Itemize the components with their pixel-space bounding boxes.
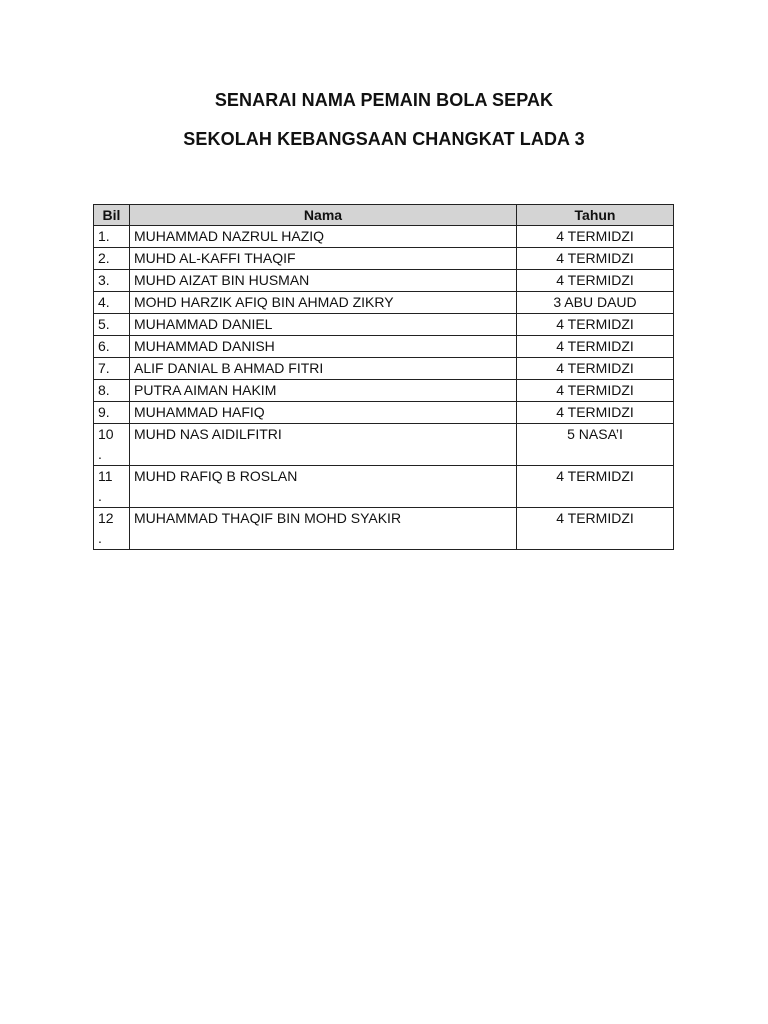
document-subtitle: SEKOLAH KEBANGSAAN CHANGKAT LADA 3	[183, 129, 585, 149]
bil-suffix: .	[98, 488, 102, 504]
table-row	[94, 358, 674, 380]
header-bil: Bil	[94, 205, 130, 226]
cell-tahun: 4 TERMIDZI	[517, 508, 674, 550]
cell-bil	[94, 424, 130, 466]
cell-tahun: 3 ABU DAUD	[517, 292, 674, 314]
table-row	[94, 226, 674, 248]
cell-nama: MOHD HARZIK AFIQ BIN AHMAD ZIKRY	[130, 292, 517, 314]
cell-tahun: 4 TERMIDZI	[517, 466, 674, 508]
cell-tahun: 4 TERMIDZI	[517, 270, 674, 292]
cell-nama: MUHD RAFIQ B ROSLAN	[130, 466, 517, 508]
cell-bil	[94, 508, 130, 550]
cell-tahun: 4 TERMIDZI	[517, 314, 674, 336]
cell-tahun: 4 TERMIDZI	[517, 226, 674, 248]
cell-bil: 2.	[94, 248, 130, 270]
bil-suffix: .	[98, 446, 102, 462]
header-tahun: Tahun	[517, 205, 674, 226]
table-row	[94, 292, 674, 314]
cell-bil: 3.	[94, 270, 130, 292]
cell-nama: MUHAMMAD HAFIQ	[130, 402, 517, 424]
document-title: SENARAI NAMA PEMAIN BOLA SEPAK	[214, 90, 554, 110]
cell-nama: MUHAMMAD DANISH	[130, 336, 517, 358]
cell-tahun: 4 TERMIDZI	[517, 248, 674, 270]
cell-bil: 9.	[94, 402, 130, 424]
bil-number: 10	[98, 426, 114, 442]
cell-bil: 7.	[94, 358, 130, 380]
cell-nama: PUTRA AIMAN HAKIM	[130, 380, 517, 402]
table-row	[94, 336, 674, 358]
cell-tahun: 4 TERMIDZI	[517, 336, 674, 358]
cell-nama: MUHD NAS AIDILFITRI	[130, 424, 517, 466]
table-row	[94, 380, 674, 402]
cell-nama: MUHD AL-KAFFI THAQIF	[130, 248, 517, 270]
cell-tahun: 4 TERMIDZI	[517, 358, 674, 380]
cell-bil: 5.	[94, 314, 130, 336]
cell-nama: MUHAMMAD DANIEL	[130, 314, 517, 336]
bil-number: 11	[98, 468, 113, 484]
table-row	[94, 270, 674, 292]
cell-tahun: 4 TERMIDZI	[517, 380, 674, 402]
cell-tahun: 4 TERMIDZI	[517, 402, 674, 424]
table-row	[94, 508, 674, 550]
cell-nama: ALIF DANIAL B AHMAD FITRI	[130, 358, 517, 380]
bil-number: 12	[98, 510, 114, 526]
bil-suffix: .	[98, 530, 102, 546]
table-row	[94, 424, 674, 466]
table-row	[94, 314, 674, 336]
cell-bil: 1.	[94, 226, 130, 248]
table-header-row	[94, 205, 674, 226]
cell-tahun: 5 NASA’I	[517, 424, 674, 466]
cell-nama: MUHD AIZAT BIN HUSMAN	[130, 270, 517, 292]
cell-nama: MUHAMMAD THAQIF BIN MOHD SYAKIR	[130, 508, 517, 550]
cell-nama: MUHAMMAD NAZRUL HAZIQ	[130, 226, 517, 248]
header-nama: Nama	[130, 205, 517, 226]
cell-bil: 4.	[94, 292, 130, 314]
cell-bil	[94, 466, 130, 508]
table-row	[94, 466, 674, 508]
cell-bil: 6.	[94, 336, 130, 358]
table-row	[94, 402, 674, 424]
table-row	[94, 248, 674, 270]
player-list-table	[93, 204, 674, 550]
cell-bil: 8.	[94, 380, 130, 402]
